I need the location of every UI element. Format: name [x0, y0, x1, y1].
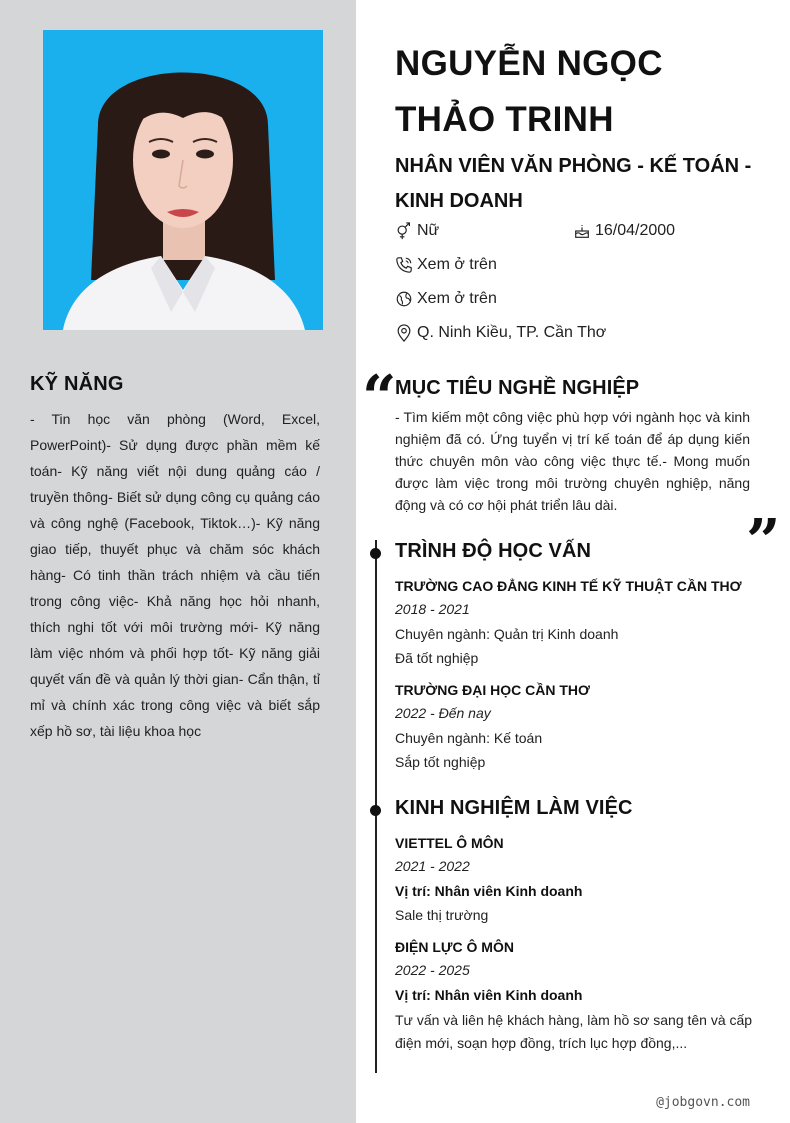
- skills-text: - Tin học văn phòng (Word, Excel, PowerPoint)- Sử dụng được phần mềm kế toán- Kỹ năng viết nội dung quảng cáo / truyền thông- Biết sử dụng công cụ quảng cáo và công nghệ (Facebook, Tiktok…)- Kỹ năng giao tiếp, thuyết phục và chăm sóc khách hàng- Có tinh thần trách nhiệm và cầu tiến trong công việc- Khả năng học hỏi nhanh, thích nghi tốt với môi trường mới- Kỹ năng làm việc nhóm và phối hợp tốt- Kỹ năng giải quyết vấn đề và quản lý thời gian- Cẩn thận, tỉ mỉ và chính xác trong công việc và biết sắp xếp hồ sơ, tài liệu khoa học: [30, 411, 320, 739]
- info-website: [395, 290, 497, 308]
- experience-desc: Tư vấn và liên hệ khách hàng, làm hồ sơ sang tên và cấp điện mới, soạn hợp đồng, trích lục hợp đồng,...: [395, 1012, 753, 1051]
- experience-company: ĐIỆN LỰC Ô MÔN: [395, 939, 514, 955]
- job-title: NHÂN VIÊN VĂN PHÒNG - KẾ TOÁN - KINH DOANH: [395, 155, 752, 212]
- experience-company: VIETTEL Ô MÔN: [395, 835, 504, 851]
- address-value: Q. Ninh Kiều, TP. Cần Thơ: [417, 324, 607, 341]
- globe-icon: [395, 290, 413, 308]
- profile-photo: [43, 30, 323, 330]
- phone-value: Xem ở trên: [417, 256, 497, 273]
- experience-position: Vị trí: Nhân viên Kinh doanh: [395, 883, 583, 899]
- experience-title: KINH NGHIỆM LÀM VIỆC: [395, 797, 633, 819]
- experience-period: 2022 - 2025: [395, 962, 470, 978]
- quote-open-icon: “: [362, 363, 397, 433]
- full-name: NGUYỄN NGỌC THẢO TRINH: [395, 44, 663, 139]
- website-value: Xem ở trên: [417, 290, 497, 307]
- education-dot: [370, 548, 381, 559]
- education-school: TRƯỜNG ĐẠI HỌC CẦN THƠ: [395, 682, 590, 698]
- education-status: Đã tốt nghiệp: [395, 650, 479, 666]
- education-school: TRƯỜNG CAO ĐẲNG KINH TẾ KỸ THUẬT CẦN THƠ: [395, 578, 742, 594]
- info-phone: [395, 256, 497, 274]
- experience-dot: [370, 805, 381, 816]
- objective-text: - Tìm kiếm một công việc phù hợp với ngành học và kinh nghiệm đã có. Ứng tuyển vị trí kế toán để áp dụng kiến thức chuyên môn vào công việc thực tế.- Mong muốn được làm việc trong môi trường chuyên nghiệp, năng động và có cơ hội phát triển lâu dài.: [395, 409, 750, 513]
- footer-credit: @jobgovn.com: [656, 1095, 750, 1110]
- education-status: Sắp tốt nghiệp: [395, 754, 486, 770]
- education-title: TRÌNH ĐỘ HỌC VẤN: [395, 540, 592, 562]
- gender-value: Nữ: [417, 222, 440, 239]
- gender-icon: [395, 222, 413, 240]
- skills-title: KỸ NĂNG: [30, 373, 124, 395]
- map-pin-icon: [395, 324, 413, 342]
- quote-close-icon: ”: [746, 507, 781, 577]
- education-period: 2022 - Đến nay: [395, 705, 491, 721]
- education-major: Chuyên ngành: Quản trị Kinh doanh: [395, 626, 619, 642]
- info-birthday: [573, 222, 675, 240]
- objective-title: MỤC TIÊU NGHỀ NGHIỆP: [395, 377, 640, 399]
- info-gender: [395, 222, 439, 240]
- experience-position: Vị trí: Nhân viên Kinh doanh: [395, 987, 583, 1003]
- education-period: 2018 - 2021: [395, 601, 470, 617]
- education-major: Chuyên ngành: Kế toán: [395, 730, 543, 746]
- birthday-value: 16/04/2000: [595, 222, 676, 239]
- experience-period: 2021 - 2022: [395, 858, 470, 874]
- phone-icon: [395, 256, 413, 274]
- experience-desc: Sale thị trường: [395, 907, 489, 923]
- info-address: [395, 324, 606, 342]
- cake-icon: [573, 222, 591, 240]
